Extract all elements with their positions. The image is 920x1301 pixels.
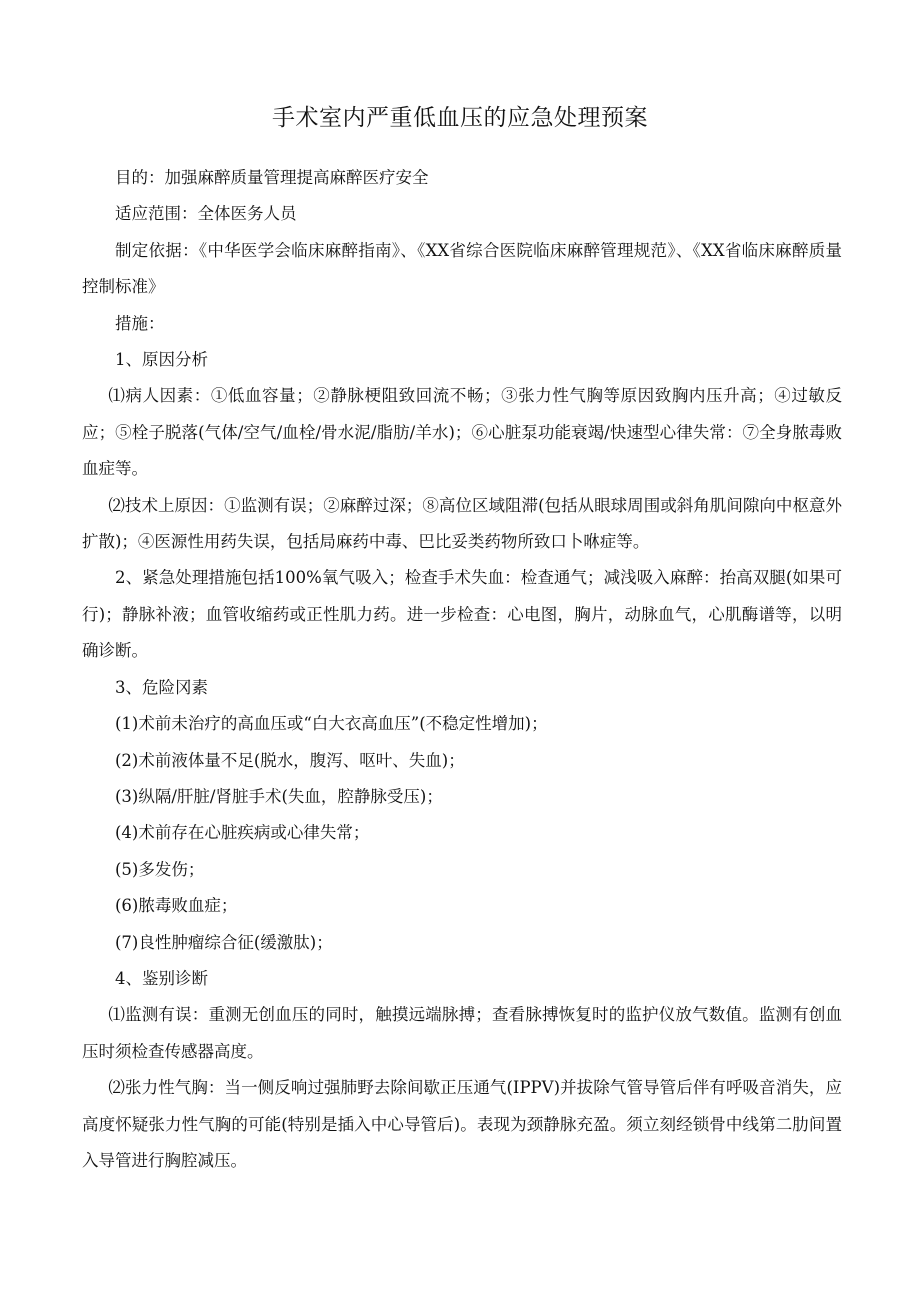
section-1-item-1: ⑴病人因素：①低血容量；②静脉梗阻致回流不畅；③张力性气胸等原因致胸内压升高；④过敏反应；⑤栓子脱落(气体/空气/血栓/骨水泥/脂肪/羊水)；⑥心脏泵功能衰竭/快速型心律失常：⑦全身脓毒败血症等。	[82, 386, 842, 479]
purpose-paragraph: 目的：加强麻醉质量管理提高麻醉医疗安全	[115, 168, 429, 187]
section-1-heading: 1、原因分析	[115, 350, 208, 370]
scope-paragraph: 适应范围：全体医务人员	[115, 204, 297, 224]
section-3-heading: 3、危险冈素	[115, 677, 208, 697]
risk-factor-item: (6)脓毒败血症；	[115, 896, 238, 916]
risk-factor-item: (5)多发伤；	[115, 859, 205, 879]
document-title: 手术室内严重低血压的应急处理预案	[272, 105, 648, 131]
risk-factor-item: (4)术前存在心脏疾病或心律失常；	[115, 823, 370, 843]
document-body	[82, 160, 842, 1179]
section-4-heading: 4、鉴别诊断	[115, 968, 208, 988]
risk-factor-item: (2)术前液体量不足(脱水，腹泻、呕叶、失血)；	[115, 750, 465, 770]
basis-paragraph: 制定依据：《中华医学会临床麻醉指南》、《XX省综合医院临床麻醉管理规范》、《XX省临床麻醉质量控制标准》	[82, 240, 842, 297]
section-1-item-2: ⑵技术上原因：①监测有误；②麻醉过深；⑧高位区域阻滞(包括从眼球周围或斜角肌间隙向中枢意外扩散)；④医源性用药失误，包括局麻药中毒、巴比妥类药物所致口卜咻症等。	[82, 495, 842, 552]
section-4-item-1: ⑴监测有误：重测无创血压的同时，触摸远端脉搏；查看脉搏恢复时的监护仪放气数值。监测有创血压时须检查传感器高度。	[82, 1005, 842, 1061]
risk-factor-item: (3)纵隔/肝脏/肾脏手术(失血，腔静脉受压)；	[115, 786, 443, 806]
measures-label: 措施：	[115, 313, 165, 333]
section-2-paragraph: 2、紧急处理措施包括100%氧气吸入；检查手术失血：检查通气；减浅吸入麻醉：抬高双腿(如果可行)；静脉补液；血管收缩药或正性肌力药。进一步检查：心电图，胸片，动脉血气，心肌酶谱等，以明确诊断。	[82, 568, 842, 661]
risk-factor-item: (7)良性肿瘤综合征(缓激肽)；	[115, 932, 333, 952]
section-4-item-2: ⑵张力性气胸：当一侧反响过强肺野去除间歇正压通气(IPPV)并拔除气管导管后伴有呼吸音消失，应高度怀疑张力性气胸的可能(特别是插入中心导管后)。表现为颈静脉充盈。须立刻经锁骨中线第二肋间置入导管进行胸腔减压。	[82, 1078, 842, 1170]
risk-factor-item: (1)术前未治疗的高血压或“白大衣高血压”(不稳定性增加)；	[115, 714, 548, 734]
